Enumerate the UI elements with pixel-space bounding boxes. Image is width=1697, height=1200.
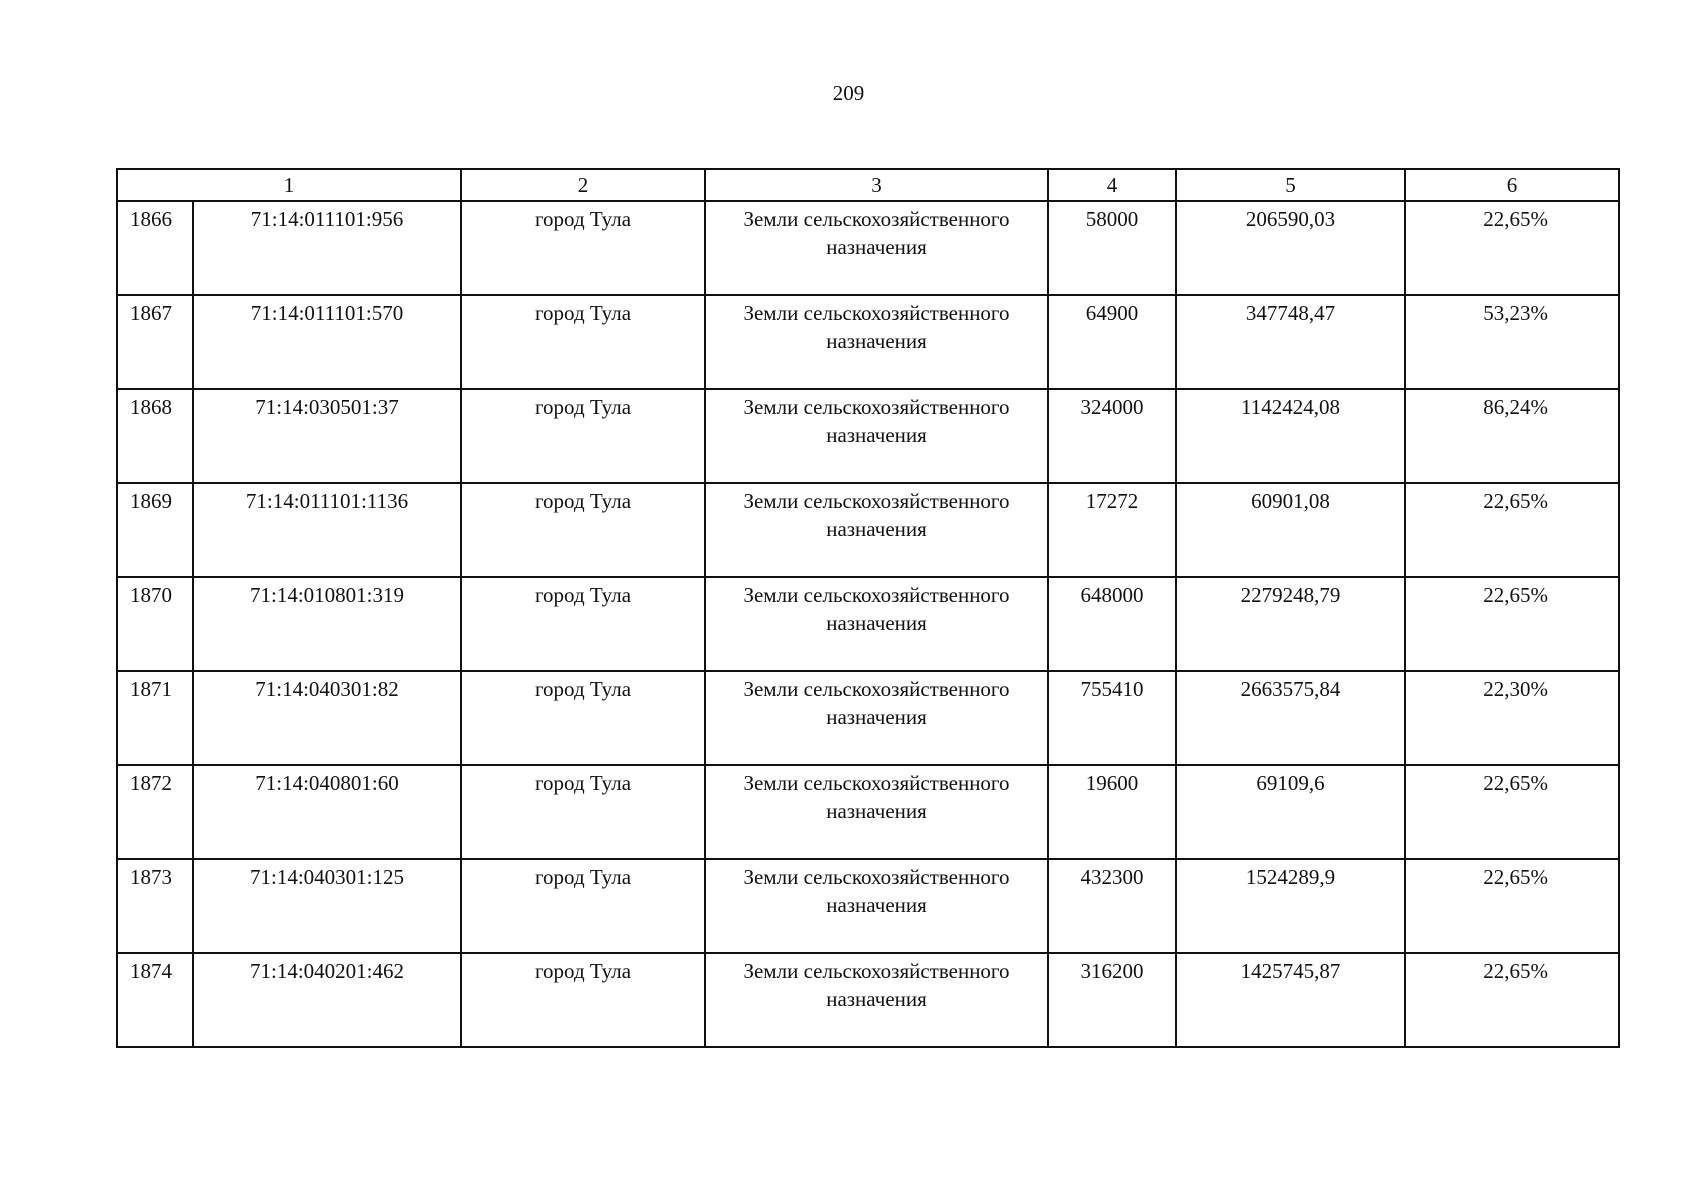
row-number-cell: 1871 (117, 671, 193, 765)
table-row (117, 859, 1619, 953)
area-cell: 64900 (1048, 295, 1176, 389)
cadastral-number-cell: 71:14:011101:956 (193, 201, 461, 295)
land-category-line2: назначения (826, 423, 927, 447)
percent-cell: 22,65% (1405, 577, 1619, 671)
land-category-line2: назначения (826, 329, 927, 353)
land-category-line1: Земли сельскохозяйственного (743, 959, 1010, 983)
location-cell: город Тула (461, 671, 705, 765)
cadastral-number-cell: 71:14:040301:82 (193, 671, 461, 765)
value-cell: 1524289,9 (1176, 859, 1405, 953)
column-header-4: 4 (1048, 169, 1176, 201)
row-number-cell: 1874 (117, 953, 193, 1047)
area-cell: 19600 (1048, 765, 1176, 859)
table-row (117, 765, 1619, 859)
land-category-line1: Земли сельскохозяйственного (743, 677, 1010, 701)
location-cell: город Тула (461, 577, 705, 671)
land-category-line2: назначения (826, 235, 927, 259)
table-row (117, 671, 1619, 765)
land-category-cell (705, 201, 1048, 295)
area-cell: 432300 (1048, 859, 1176, 953)
percent-cell: 53,23% (1405, 295, 1619, 389)
land-category-line1: Земли сельскохозяйственного (743, 583, 1010, 607)
percent-cell: 22,65% (1405, 201, 1619, 295)
percent-cell: 22,65% (1405, 765, 1619, 859)
land-category-line2: назначения (826, 705, 927, 729)
land-category-line1: Земли сельскохозяйственного (743, 207, 1010, 231)
table-row (117, 389, 1619, 483)
area-cell: 648000 (1048, 577, 1176, 671)
cadastral-number-cell: 71:14:040801:60 (193, 765, 461, 859)
column-header-5: 5 (1176, 169, 1405, 201)
column-header-1: 1 (117, 169, 461, 201)
row-number-cell: 1873 (117, 859, 193, 953)
land-category-cell (705, 671, 1048, 765)
table-row (117, 295, 1619, 389)
land-category-line2: назначения (826, 799, 927, 823)
value-cell: 347748,47 (1176, 295, 1405, 389)
table-row (117, 483, 1619, 577)
location-cell: город Тула (461, 389, 705, 483)
table-row (117, 577, 1619, 671)
cadastral-number-cell: 71:14:011101:570 (193, 295, 461, 389)
row-number-cell: 1867 (117, 295, 193, 389)
location-cell: город Тула (461, 859, 705, 953)
land-category-cell (705, 765, 1048, 859)
percent-cell: 22,65% (1405, 859, 1619, 953)
area-cell: 58000 (1048, 201, 1176, 295)
percent-cell: 22,65% (1405, 953, 1619, 1047)
land-category-line1: Земли сельскохозяйственного (743, 301, 1010, 325)
land-category-line2: назначения (826, 611, 927, 635)
table-row (117, 201, 1619, 295)
land-category-line1: Земли сельскохозяйственного (743, 865, 1010, 889)
value-cell: 1425745,87 (1176, 953, 1405, 1047)
table-header-row (117, 169, 1619, 201)
row-number-cell: 1868 (117, 389, 193, 483)
cadastral-number-cell: 71:14:030501:37 (193, 389, 461, 483)
value-cell: 2663575,84 (1176, 671, 1405, 765)
land-category-cell (705, 389, 1048, 483)
area-cell: 316200 (1048, 953, 1176, 1047)
land-plots-table (116, 168, 1620, 1048)
table-row (117, 953, 1619, 1047)
location-cell: город Тула (461, 295, 705, 389)
value-cell: 206590,03 (1176, 201, 1405, 295)
location-cell: город Тула (461, 483, 705, 577)
percent-cell: 22,65% (1405, 483, 1619, 577)
land-category-line2: назначения (826, 987, 927, 1011)
column-header-3: 3 (705, 169, 1048, 201)
value-cell: 2279248,79 (1176, 577, 1405, 671)
table-body (117, 201, 1619, 1047)
location-cell: город Тула (461, 201, 705, 295)
value-cell: 1142424,08 (1176, 389, 1405, 483)
percent-cell: 22,30% (1405, 671, 1619, 765)
cadastral-number-cell: 71:14:011101:1136 (193, 483, 461, 577)
land-category-cell (705, 577, 1048, 671)
column-header-2: 2 (461, 169, 705, 201)
land-category-cell (705, 483, 1048, 577)
land-category-line2: назначения (826, 517, 927, 541)
location-cell: город Тула (461, 765, 705, 859)
value-cell: 60901,08 (1176, 483, 1405, 577)
cadastral-number-cell: 71:14:040301:125 (193, 859, 461, 953)
area-cell: 324000 (1048, 389, 1176, 483)
row-number-cell: 1869 (117, 483, 193, 577)
location-cell: город Тула (461, 953, 705, 1047)
land-category-cell (705, 859, 1048, 953)
land-category-cell (705, 953, 1048, 1047)
percent-cell: 86,24% (1405, 389, 1619, 483)
area-cell: 755410 (1048, 671, 1176, 765)
cadastral-number-cell: 71:14:010801:319 (193, 577, 461, 671)
page-number: 209 (832, 81, 865, 105)
column-header-6: 6 (1405, 169, 1619, 201)
land-category-line1: Земли сельскохозяйственного (743, 771, 1010, 795)
land-category-cell (705, 295, 1048, 389)
row-number-cell: 1866 (117, 201, 193, 295)
value-cell: 69109,6 (1176, 765, 1405, 859)
area-cell: 17272 (1048, 483, 1176, 577)
row-number-cell: 1872 (117, 765, 193, 859)
cadastral-number-cell: 71:14:040201:462 (193, 953, 461, 1047)
row-number-cell: 1870 (117, 577, 193, 671)
land-category-line1: Земли сельскохозяйственного (743, 395, 1010, 419)
land-category-line2: назначения (826, 893, 927, 917)
land-category-line1: Земли сельскохозяйственного (743, 489, 1010, 513)
